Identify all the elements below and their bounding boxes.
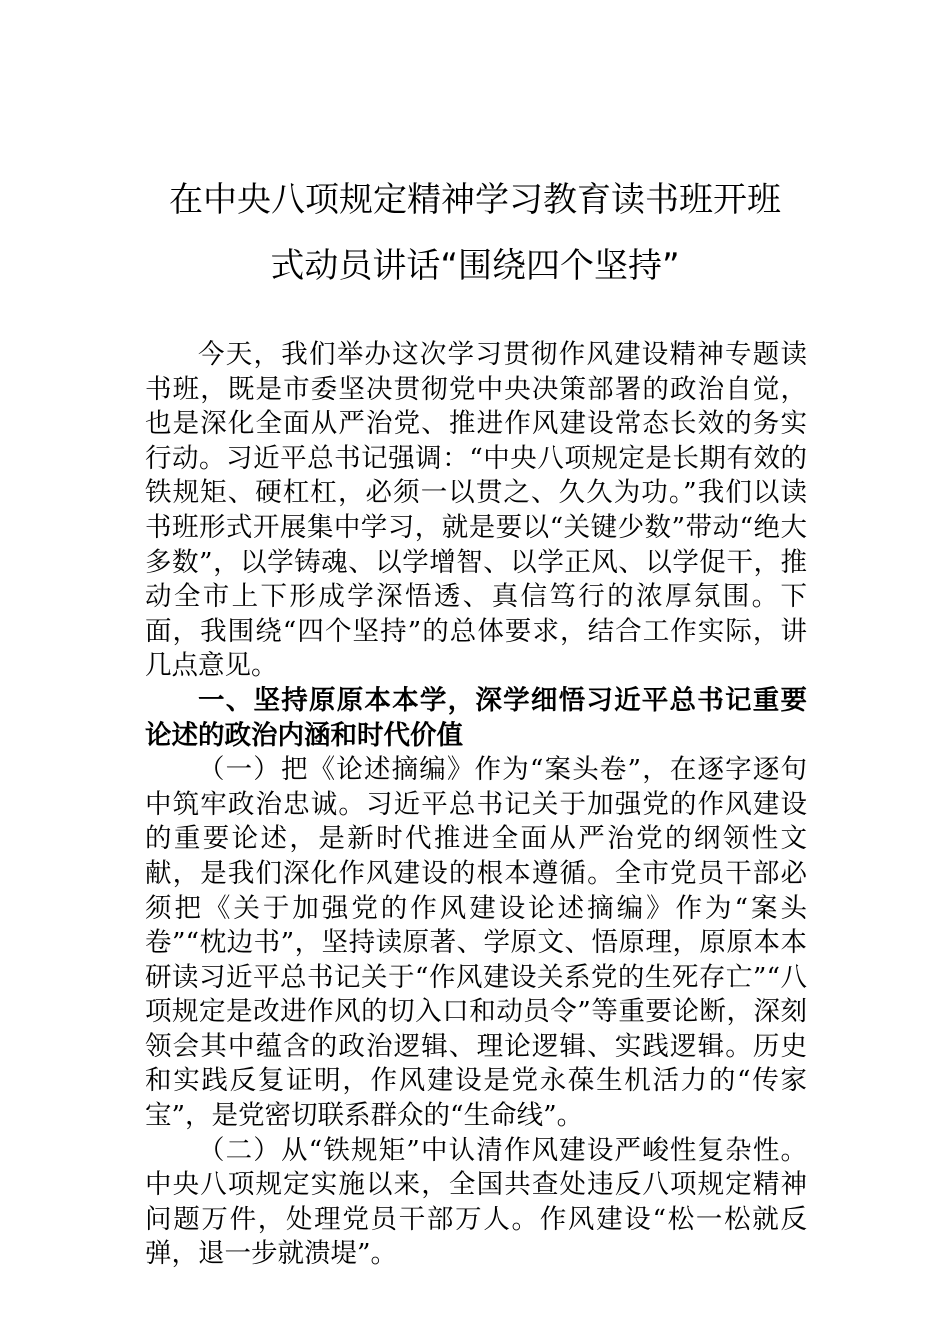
document-body bbox=[145, 338, 807, 1272]
document-title-line-1: 在中央八项规定精神学习教育读书班开班 bbox=[169, 180, 781, 220]
document-title-line-2: 式动员讲话“围绕四个坚持” bbox=[270, 246, 680, 286]
intro-paragraph: 今天，我们举办这次学习贯彻作风建设精神专题读书班，既是市委坚决贯彻党中央决策部署的政治自觉，也是深化全面从严治党、推进作风建设常态长效的务实行动。习近平总书记强调：“中央八项规定是长期有效的铁规矩、硬杠杠，必须一以贯之、久久为功。”我们以读书班形式开展集中学习，就是要以“关键少数”带动“绝大多数”，以学铸魂、以学增智、以学正风、以学促干，推动全市上下形成学深悟透、真信笃行的浓厚氛围。下面，我围绕“四个坚持”的总体要求，结合工作实际，讲几点意见。 bbox=[145, 339, 807, 682]
subsection-paragraph-2: （二）从“铁规矩”中认清作风建设严峻性复杂性。中央八项规定实施以来，全国共查处违反八项规定精神问题万件，处理党员干部万人。作风建设“松一松就反弹，退一步就溃堤”。 bbox=[145, 1134, 807, 1270]
subsection-paragraph-1: （一）把《论述摘编》作为“案头卷”，在逐字逐句中筑牢政治忠诚。习近平总书记关于加强党的作风建设的重要论述，是新时代推进全面从严治党的纲领性文献，是我们深化作风建设的根本遵循。全市党员干部必须把《关于加强党的作风建设论述摘编》作为“案头卷”“枕边书”，坚持读原著、学原文、悟原理，原原本本研读习近平总书记关于“作风建设关系党的生死存亡”“八项规定是改进作风的切入口和动员令”等重要论断，深刻领会其中蕴含的政治逻辑、理论逻辑、实践逻辑。历史和实践反复证明，作风建设是党永葆生机活力的“传家宝”，是党密切联系群众的“生命线”。 bbox=[145, 754, 807, 1132]
section-heading-1: 一、坚持原原本本学，深学细悟习近平总书记重要论述的政治内涵和时代价值 bbox=[145, 684, 807, 751]
